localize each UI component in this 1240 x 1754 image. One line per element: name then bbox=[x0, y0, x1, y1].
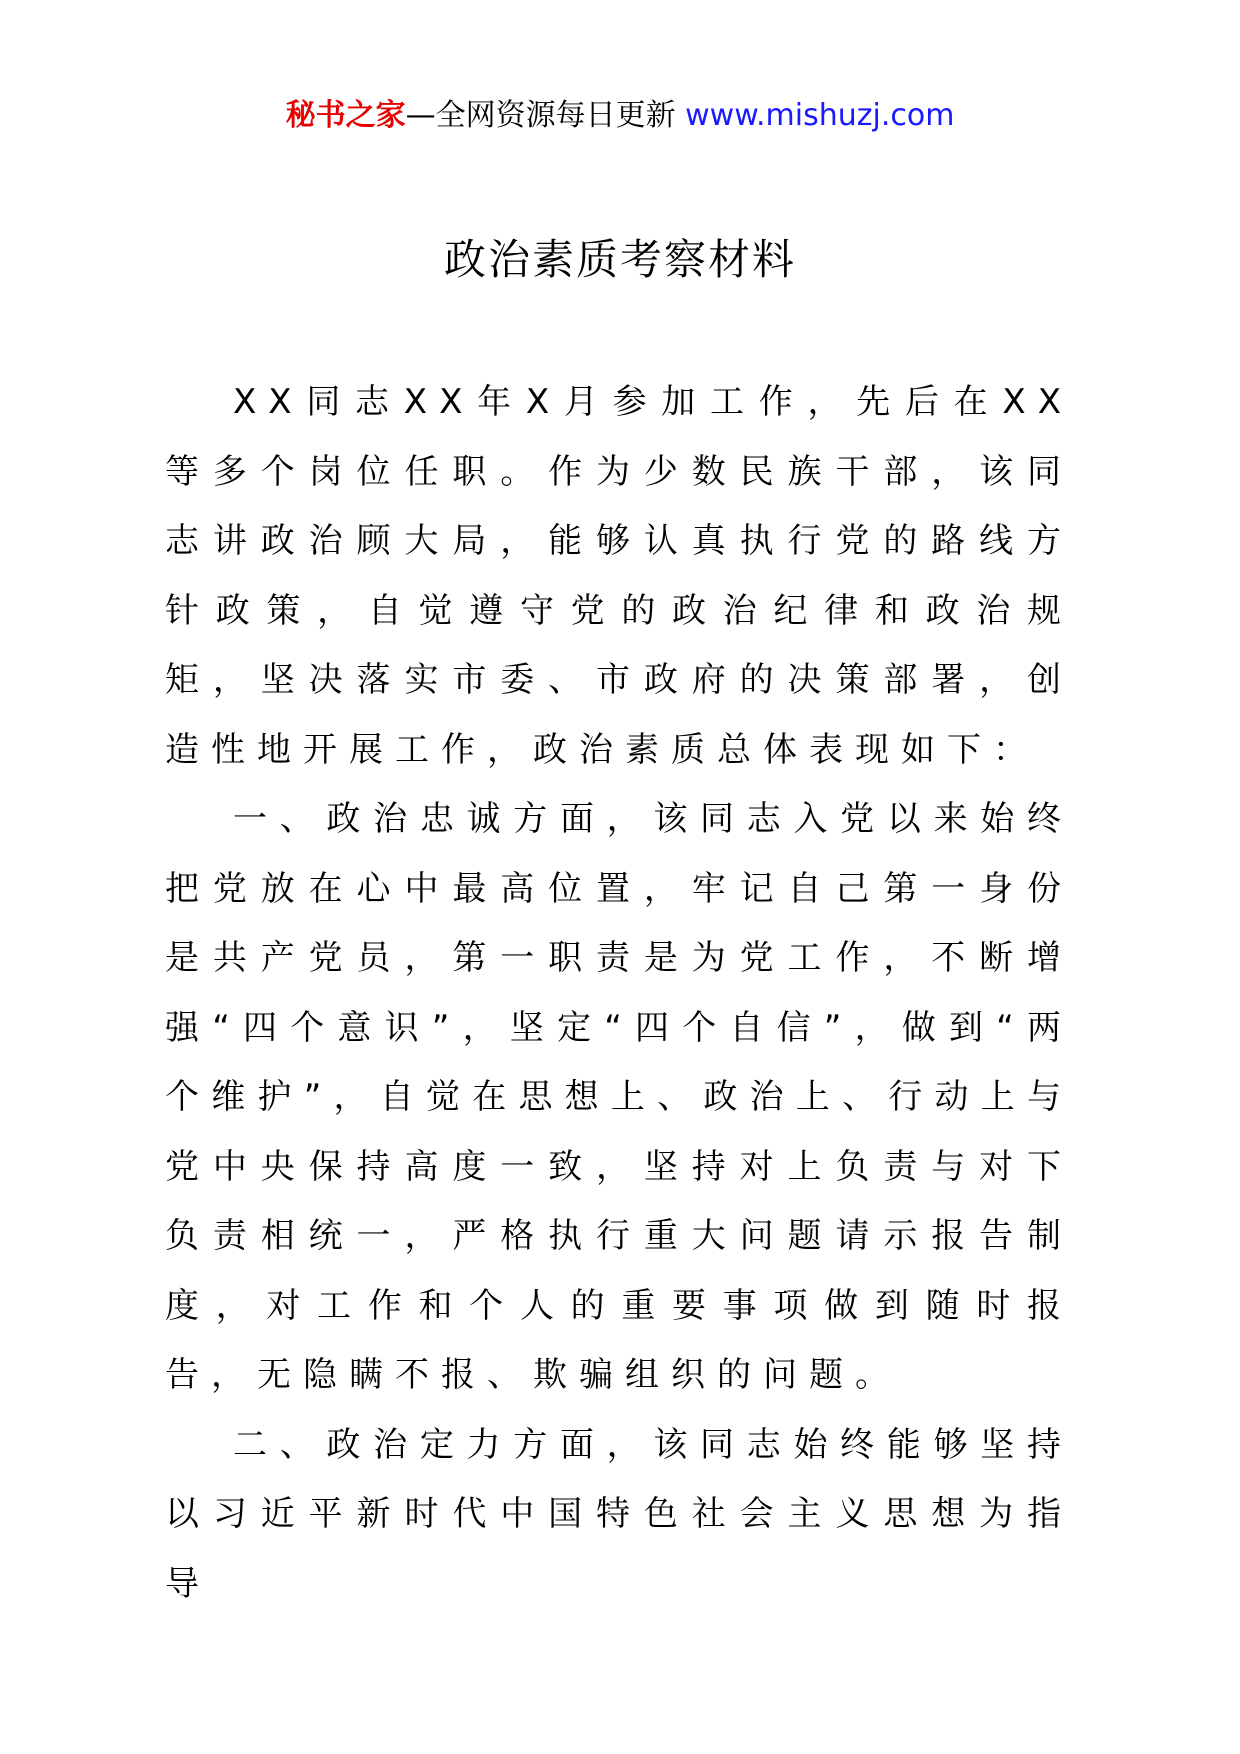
site-url-link[interactable]: www.mishuzj.com bbox=[685, 98, 955, 133]
paragraph-political-resolve: 二、政治定力方面，该同志始终能够坚持以习近平新时代中国特色社会主义思想为指导 bbox=[165, 1424, 1073, 1604]
site-tagline: —全网资源每日更新 bbox=[405, 98, 676, 133]
document-body bbox=[165, 368, 1073, 1619]
site-header bbox=[0, 96, 1240, 136]
document-title: 政治素质考察材料 bbox=[443, 235, 796, 284]
paragraph-political-loyalty: 一、政治忠诚方面，该同志入党以来始终把党放在心中最高位置，牢记自己第一身份是共产党员，第一职责是为党工作，不断增强“四个意识”，坚定“四个自信”，做到“两个维护”，自觉在思想上、政治上、行动上与党中央保持高度一致，坚持对上负责与对下负责相统一，严格执行重大问题请示报告制度，对工作和个人的重要事项做到随时报告，无隐瞒不报、欺骗组织的问题。 bbox=[165, 799, 1073, 1395]
site-brand: 秘书之家 bbox=[285, 98, 406, 133]
paragraph-intro: XX同志XX年X月参加工作，先后在XX等多个岗位任职。作为少数民族干部，该同志讲政治顾大局，能够认真执行党的路线方针政策，自觉遵守党的政治纪律和政治规矩，坚决落实市委、市政府的决策部署，创造性地开展工作，政治素质总体表现如下： bbox=[165, 382, 1073, 770]
